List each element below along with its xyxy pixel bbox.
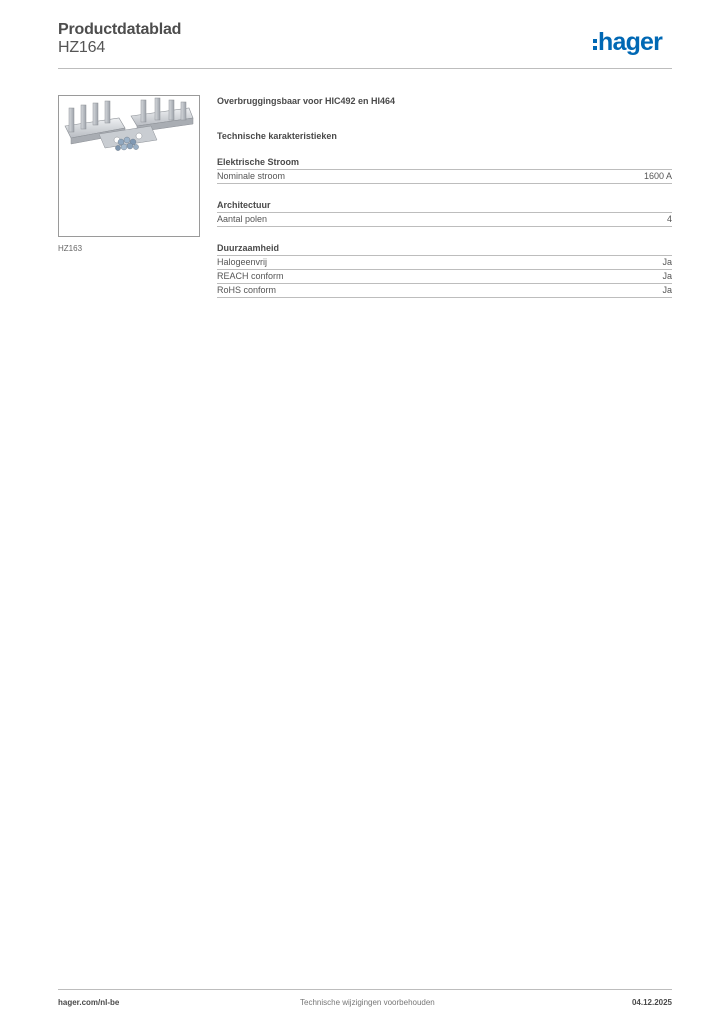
logo-text: hager — [598, 27, 663, 56]
footer-notice: Technische wijzigingen voorbehouden — [300, 998, 435, 1007]
spec-row — [217, 170, 672, 184]
footer-divider — [58, 989, 672, 990]
spec-row — [217, 270, 672, 284]
spec-label: RoHS conform — [217, 285, 277, 295]
spec-group-title: Duurzaamheid — [217, 242, 672, 256]
spec-row — [217, 213, 672, 227]
spec-value: Ja — [662, 271, 672, 281]
spec-value: 4 — [666, 214, 672, 224]
image-caption: HZ163 — [58, 244, 83, 253]
spec-label: Nominale stroom — [217, 171, 286, 181]
header-divider — [58, 68, 672, 69]
spec-label: REACH conform — [217, 271, 284, 281]
spec-group-title: Architectuur — [217, 199, 672, 213]
spec-group-electric-current — [217, 156, 672, 184]
section-title: Technische karakteristieken — [217, 131, 337, 141]
logo-dots-icon — [593, 35, 597, 50]
spec-value: 1600 A — [643, 171, 672, 181]
busbar-bridge-illustration — [59, 96, 199, 236]
product-code: HZ164 — [58, 39, 106, 56]
spec-row — [217, 284, 672, 298]
spec-group-architecture — [217, 199, 672, 227]
spec-value: Ja — [662, 285, 672, 295]
spec-group-sustainability — [217, 242, 672, 298]
hager-logo — [593, 26, 662, 58]
spec-value: Ja — [662, 257, 672, 267]
spec-label: Aantal polen — [217, 214, 268, 224]
document-title: Productdatablad — [58, 21, 182, 38]
footer-website-link[interactable]: hager.com/nl-be — [58, 998, 120, 1007]
spec-group-title: Elektrische Stroom — [217, 156, 672, 170]
footer-date: 04.12.2025 — [631, 998, 672, 1007]
product-image — [58, 95, 200, 237]
spec-row — [217, 256, 672, 270]
spec-label: Halogeenvrij — [217, 257, 268, 267]
product-description: Overbruggingsbaar voor HIC492 en HI464 — [217, 96, 396, 106]
spec-content — [217, 95, 672, 298]
